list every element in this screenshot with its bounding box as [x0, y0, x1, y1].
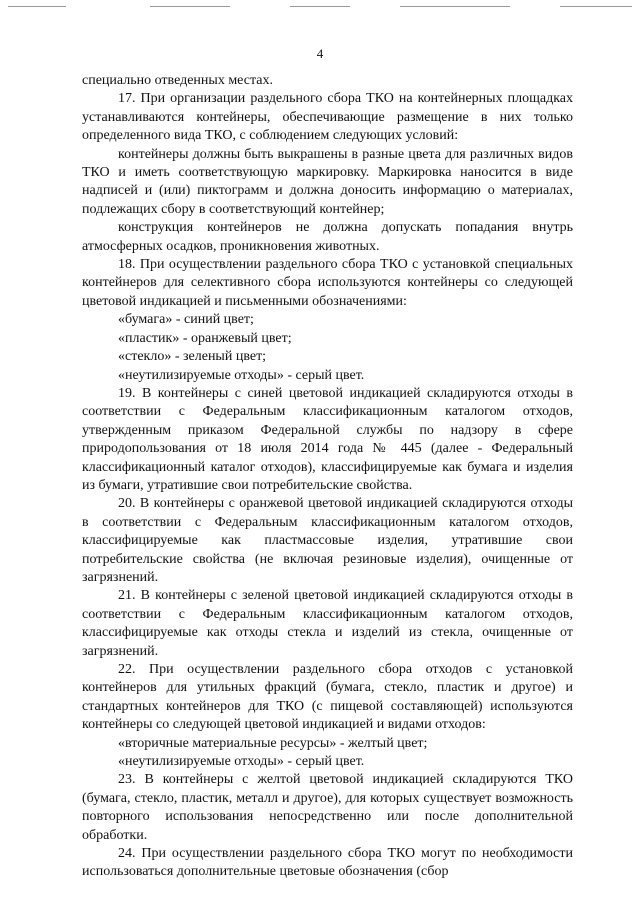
page-number: 4 [316, 46, 324, 61]
paragraph-17-condition-2: конструкция контейнеров не должна допускать попадания внутрь атмосферных осадков, проникновения животных. [82, 220, 573, 254]
paragraph-18: 18. При осуществлении раздельного сбора ТКО с установкой специальных контейнеров для селективного сбора используются контейнеры со следующей цветовой индикацией и письменными обозначениями: [82, 257, 573, 309]
scan-artifact-line [290, 6, 350, 7]
list-item-secondary-resources: «вторичные материальные ресурсы» - желтый цвет; [118, 735, 428, 751]
scan-artifact-line [150, 6, 230, 7]
scan-artifact-line [560, 6, 632, 7]
list-item-non-recyclable: «неутилизируемые отходы» - серый цвет. [118, 367, 365, 383]
scan-artifact-line [400, 6, 510, 7]
paragraph-22: 22. При осуществлении раздельного сбора отходов с установкой контейнеров для утильных фракций (бумага, стекло, пластик и другое) и стандартных контейнеров для ТКО (с пищевой составляющей) используются контейнеры со следующей цветовой индикацией и видами отходов: [82, 662, 573, 733]
list-item-glass: «стекло» - зеленый цвет; [118, 349, 267, 365]
paragraph-19: 19. В контейнеры с синей цветовой индикацией складируются отходы в соответствии с Федеральным классификационным каталогом отходов, утвержденным приказом Федеральной службы по надзору в сфере природопользования от 18 июля 2014 года № 445 (далее - Федеральный классификационный каталог отходов), классифицируемые как бумага и изделия из бумаги, утратившие свои потребительские свойства. [82, 385, 573, 493]
paragraph-17-condition-1: контейнеры должны быть выкрашены в разные цвета для различных видов ТКО и иметь соответствующую маркировку. Маркировка наносится в виде надписей и (или) пиктограмм и должна доносить информацию о материалах, подлежащих сбору в соответствующий контейнер; [82, 146, 573, 217]
paragraph-23: 23. В контейнеры с желтой цветовой индикацией складируются ТКО (бумага, стекло, пластик, металл и другое), для которых существует возможность повторного использования непосредственно или после дополнительной обработки. [82, 772, 573, 843]
paragraph-17: 17. При организации раздельного сбора ТКО на контейнерных площадках устанавливаются контейнеры, обеспечивающие размещение в них только определенного вида ТКО, с соблюдением следующих условий: [82, 91, 573, 144]
paragraph-continuation: специально отведенных местах. [82, 73, 273, 88]
paragraph-21: 21. В контейнеры с зеленой цветовой индикацией складируются отходы в соответствии с Федеральным классификационным каталогом отходов, классифицируемые как отходы стекла и изделий из стекла, очищенные от загрязнений. [82, 588, 573, 659]
paragraph-24: 24. При осуществлении раздельного сбора ТКО могут по необходимости использоваться дополнительные цветовые обозначения (сбор [82, 846, 573, 880]
scan-artifact-line [8, 6, 66, 7]
list-item-paper: «бумага» - синий цвет; [118, 312, 254, 328]
paragraph-20: 20. В контейнеры с оранжевой цветовой индикацией складируются отходы в соответствии с Федеральным классификационным каталогом отходов, классифицируемые как пластмассовые изделия, утратившие свои потребительские свойства (не включая резиновые изделия), очищенные от загрязнений. [82, 496, 573, 585]
list-item-plastic: «пластик» - оранжевый цвет; [118, 330, 292, 346]
document-body [82, 72, 573, 882]
list-item-non-recyclable-2: «неутилизируемые отходы» - серый цвет. [118, 754, 365, 770]
